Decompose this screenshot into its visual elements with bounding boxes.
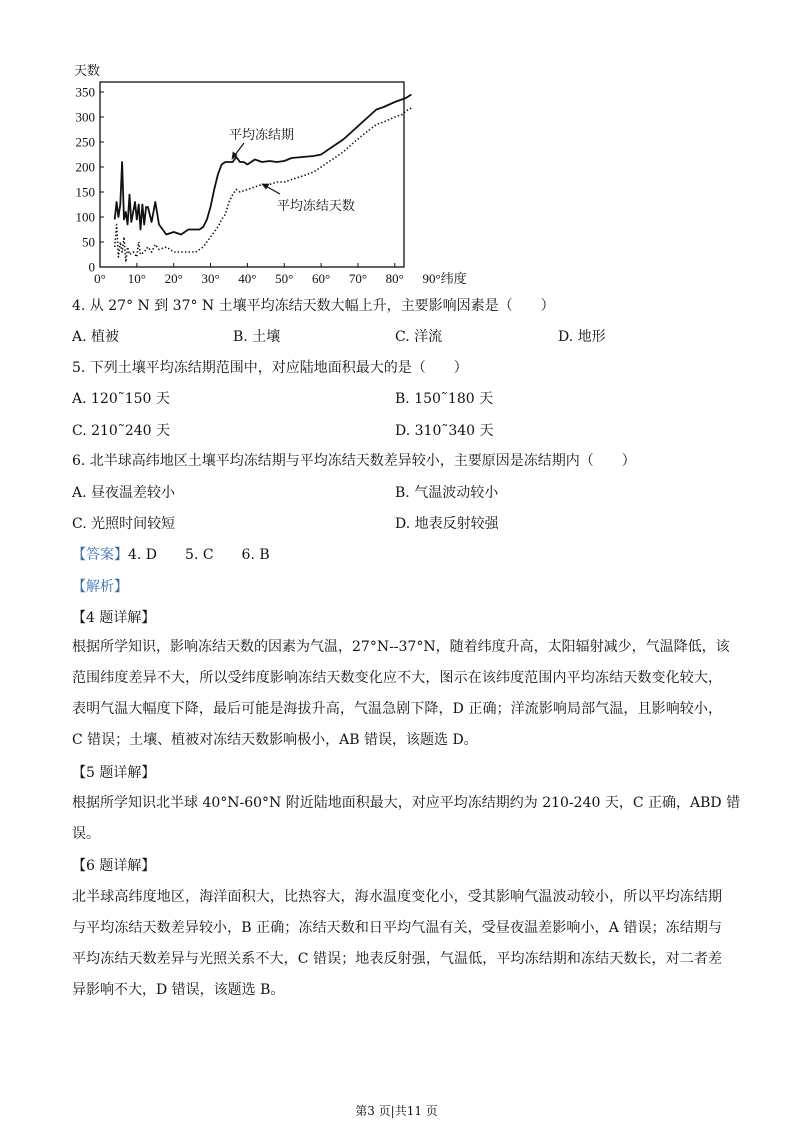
page-footer: 第3 页|共11 页 [355,1104,438,1118]
detail-4-line: 根据所学知识，影响冻结天数的因素为气温，27°N--37°N，随着纬度升高，太阳辐射减少，气温降低，该 [72,639,730,655]
y-tick-label: 150 [75,184,95,200]
annotation-freeze-days-arrowhead [262,184,269,189]
x-tick-label: 90° [422,271,441,286]
detail-6-line: 异影响不大，D 错误，该题选 B。 [72,982,285,998]
x-tick-label: 60° [311,271,331,286]
answer-line [72,545,270,565]
question-4-option-d: D. 地形 [558,329,606,345]
detail-6-line: 平均冻结天数差异与光照关系不大，C 错误；地表反射强，气温低，平均冻结期和冻结天数长，对二者差 [72,951,722,967]
y-tick-label: 350 [75,84,95,100]
annotation-freeze-days: 平均冻结天数 [276,198,355,213]
x-tick-label: 50° [275,271,294,286]
question-4-option-b: B. 土壤 [233,329,281,345]
x-tick-label: 0° [94,271,106,286]
x-tick-label: 70° [348,271,368,286]
question-5-stem: 5. 下列土壤平均冻结期范围中，对应陆地面积最大的是（ ） [72,360,468,376]
question-4-stem: 4. 从 27° N 到 37° N 土壤平均冻结天数大幅上升，主要影响因素是（ ） [72,298,555,314]
question-6-option-b: B. 气温波动较小 [395,485,499,501]
question-5-option-b: B. 150˜180 天 [395,391,494,407]
question-5-option-d: D. 310˜340 天 [395,423,494,439]
plot-frame [100,82,404,267]
detail-5-line: 误。 [72,826,100,842]
x-tick-label: 40° [238,271,257,286]
x-axis-label: 纬度 [440,271,467,286]
detail-6-title: 【6 题详解】 [72,858,156,874]
question-5-option-c: C. 210˜240 天 [72,423,171,439]
x-tick-label: 10° [127,271,146,286]
question-6-option-a: A. 昼夜温差较小 [72,485,176,501]
x-tick-label: 80° [385,271,404,286]
detail-4-body [72,632,730,756]
detail-5-title: 【5 题详解】 [72,765,156,781]
question-4-option-a: A. 植被 [72,329,120,345]
detail-4-line: C 错误；土壤、植被对冻结天数影响极小，AB 错误，该题选 D。 [72,732,478,748]
series-freeze-period-line [115,95,412,235]
analysis-label: 【解析】 [72,579,128,595]
question-6-stem: 6. 北半球高纬地区土壤平均冻结期与平均冻结天数差异较小，主要原因是冻结期内（ ） [72,453,636,469]
y-tick-label: 200 [75,159,95,175]
y-tick-label: 100 [75,209,95,225]
question-6-option-c: C. 光照时间较短 [72,516,176,532]
question-6-option-d: D. 地表反射较强 [395,516,499,532]
y-tick-label: 300 [75,109,95,125]
detail-6-body [72,882,722,1006]
annotation-freeze-period: 平均冻结期 [228,127,294,142]
x-tick-label: 30° [201,271,220,286]
latitude-freeze-chart [60,58,467,290]
y-tick-label: 250 [75,134,95,150]
detail-4-title: 【4 题详解】 [72,610,156,626]
question-5-option-a: A. 120˜150 天 [72,391,170,407]
y-axis-label: 天数 [74,63,101,78]
detail-5-line: 根据所学知识北半球 40°N-60°N 附近陆地面积最大，对应平均冻结期约为 210-240 天，C 正确，ABD 错 [72,795,741,811]
y-tick-label: 0 [88,259,95,275]
detail-5-body [72,788,741,850]
detail-6-line: 北半球高纬度地区，海洋面积大，比热容大，海水温度变化小，受其影响气温波动较小，所以平均冻结期 [72,889,722,905]
answer-text: 4. D 5. C 6. B [128,547,270,563]
y-tick-label: 50 [82,234,95,250]
detail-4-line: 表明气温大幅度下降，最后可能是海拔升高，气温急剧下降，D 正确；洋流影响局部气温，且影响较小， [72,701,722,717]
x-tick-label: 20° [164,271,183,286]
answer-label: 【答案】 [72,547,128,563]
question-4-option-c: C. 洋流 [395,329,443,345]
detail-4-line: 范围纬度差异不大，所以受纬度影响冻结天数变化应不大，图示在该纬度范围内平均冻结天数变化较大， [72,670,722,686]
detail-6-line: 与平均冻结天数差异较小，B 正确；冻结天数和日平均气温有关，受昼夜温差影响小，A 错误；冻结期与 [72,920,722,936]
